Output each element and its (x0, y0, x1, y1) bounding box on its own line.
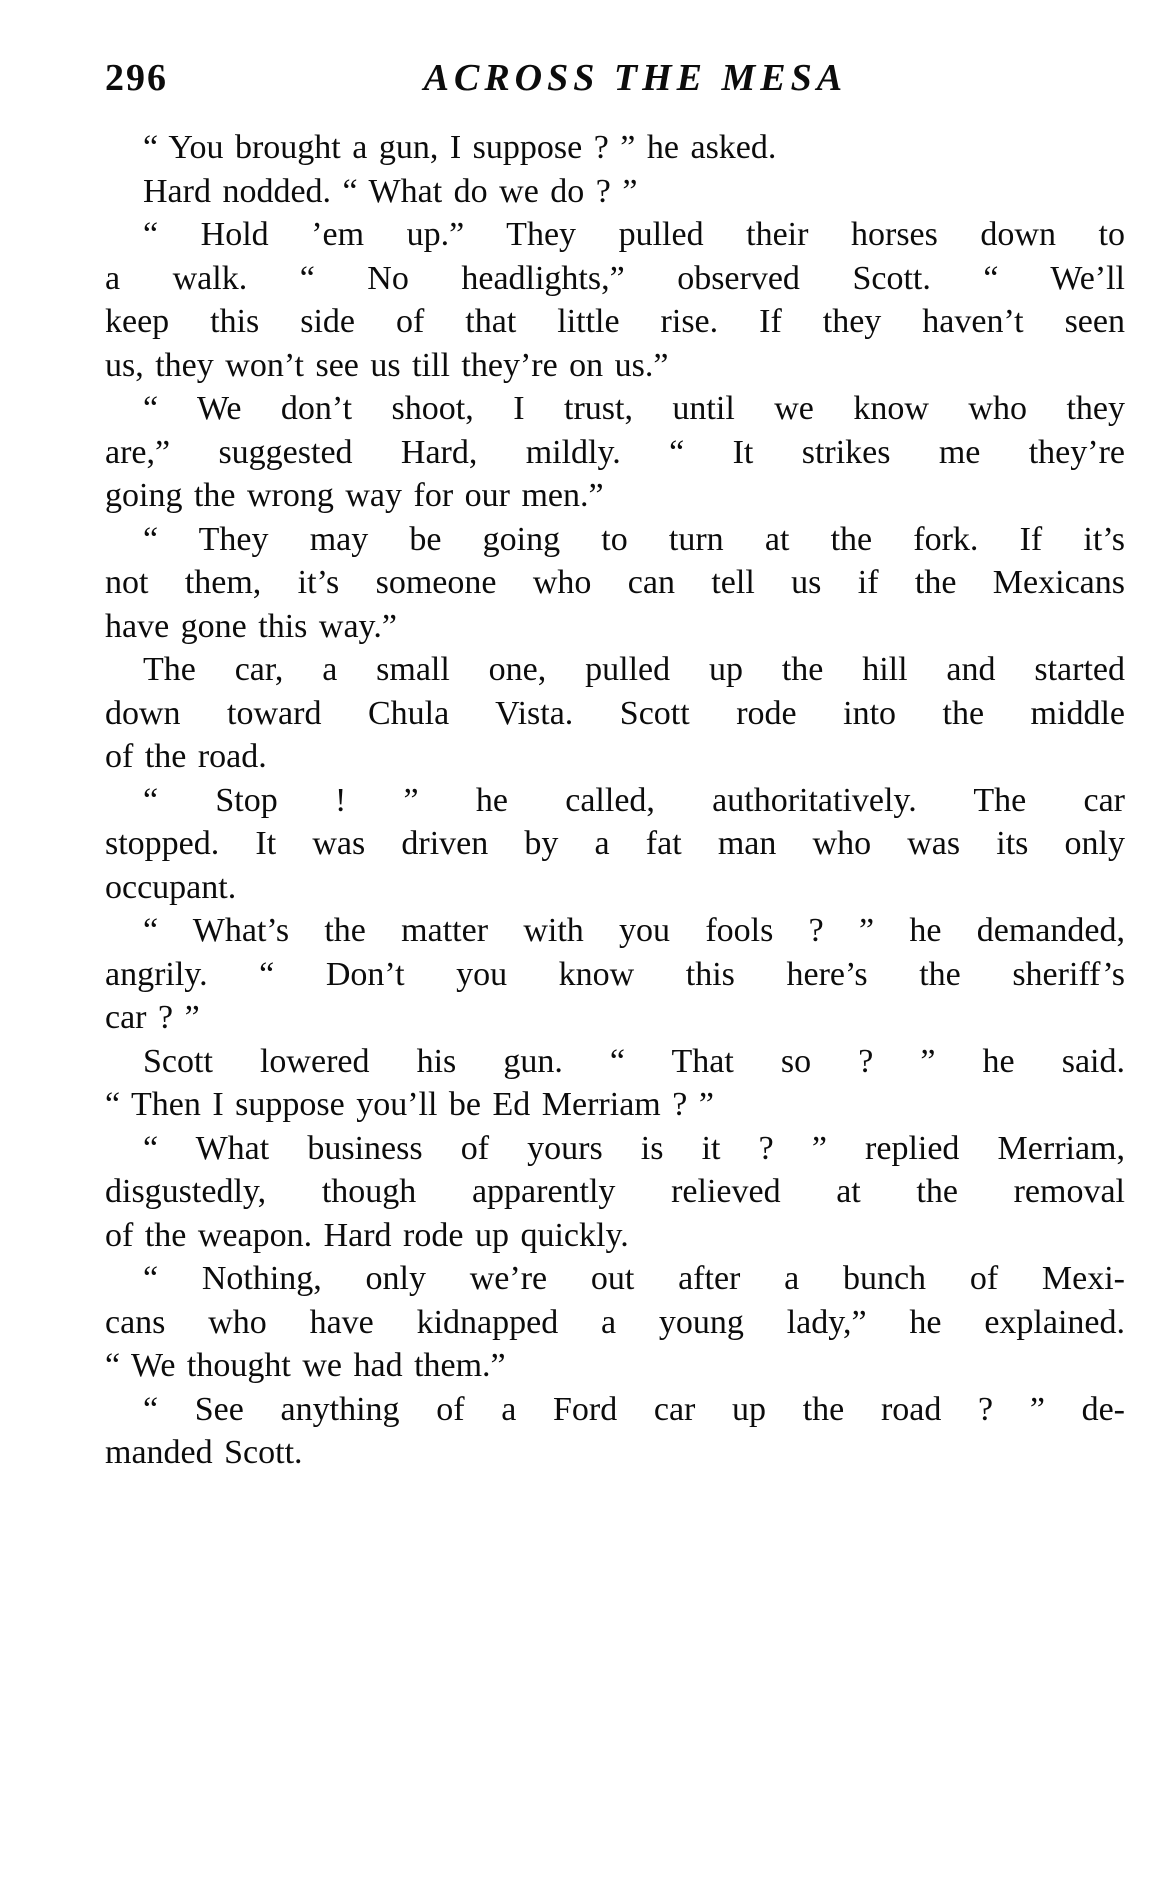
text-line: “ What’s the matter with you fools ? ” he demanded, (143, 912, 1125, 949)
text-line: “ You brought a gun, I suppose ? ” he asked. (143, 129, 777, 166)
text-line: of the weapon. Hard rode up quickly. (105, 1216, 629, 1254)
paragraph (105, 213, 1125, 387)
text-line: occupant. (105, 868, 237, 906)
text-line: manded Scott. (105, 1434, 303, 1471)
text-line: disgustedly, though apparently relieved at the removal (105, 1173, 1125, 1210)
running-title: ACROSS THE MESA (423, 57, 848, 99)
text-line: Hard nodded. “ What do we do ? ” (143, 172, 638, 210)
paragraph (105, 1040, 1125, 1127)
paragraph (105, 126, 1125, 170)
text-line: a walk. “ No headlights,” observed Scott. “ We’ll (105, 259, 1125, 297)
text-line: angrily. “ Don’t you know this here’s the sheriff’s (105, 955, 1125, 993)
paragraph (105, 779, 1125, 910)
paragraph (105, 518, 1125, 649)
text-line: car ? ” (105, 999, 200, 1036)
text-line: are,” suggested Hard, mildly. “ It strikes me they’re (105, 433, 1125, 471)
paragraph (105, 909, 1125, 1040)
text-line: “ We don’t shoot, I trust, until we know who they (143, 390, 1125, 427)
text-line: “ Then I suppose you’ll be Ed Merriam ? ” (105, 1086, 714, 1123)
text-line: “ What business of yours is it ? ” replied Merriam, (143, 1129, 1125, 1167)
text-line: down toward Chula Vista. Scott rode into the middle (105, 694, 1125, 732)
text-line: “ Hold ’em up.” They pulled their horses down to (143, 216, 1125, 253)
paragraph (105, 648, 1125, 779)
text-line: Scott lowered his gun. “ That so ? ” he said. (143, 1042, 1125, 1080)
text-line: “ They may be going to turn at the fork. If it’s (143, 520, 1125, 558)
paragraph (105, 1388, 1125, 1475)
paragraph (105, 1127, 1125, 1258)
text-line: “ We thought we had them.” (105, 1347, 506, 1384)
page-number: 296 (105, 57, 168, 99)
paragraph (105, 387, 1125, 518)
page-body (105, 126, 1125, 1475)
text-line: “ Stop ! ” he called, authoritatively. The car (143, 781, 1125, 819)
text-line: “ Nothing, only we’re out after a bunch of Mexi- (143, 1260, 1125, 1297)
text-line: cans who have kidnapped a young lady,” he explained. (105, 1303, 1125, 1341)
text-line: not them, it’s someone who can tell us if the Mexicans (105, 564, 1125, 601)
text-line: “ See anything of a Ford car up the road ? ” de- (143, 1390, 1125, 1428)
text-line: keep this side of that little rise. If they haven’t seen (105, 303, 1125, 340)
text-line: have gone this way.” (105, 607, 397, 645)
text-line: The car, a small one, pulled up the hill and started (143, 651, 1125, 688)
paragraph (105, 170, 1125, 214)
text-line: us, they won’t see us till they’re on us.” (105, 346, 669, 384)
page-header (105, 56, 1125, 106)
text-line: of the road. (105, 738, 267, 775)
paragraph (105, 1257, 1125, 1388)
text-line: going the wrong way for our men.” (105, 477, 604, 514)
text-line: stopped. It was driven by a fat man who was its only (105, 825, 1125, 862)
